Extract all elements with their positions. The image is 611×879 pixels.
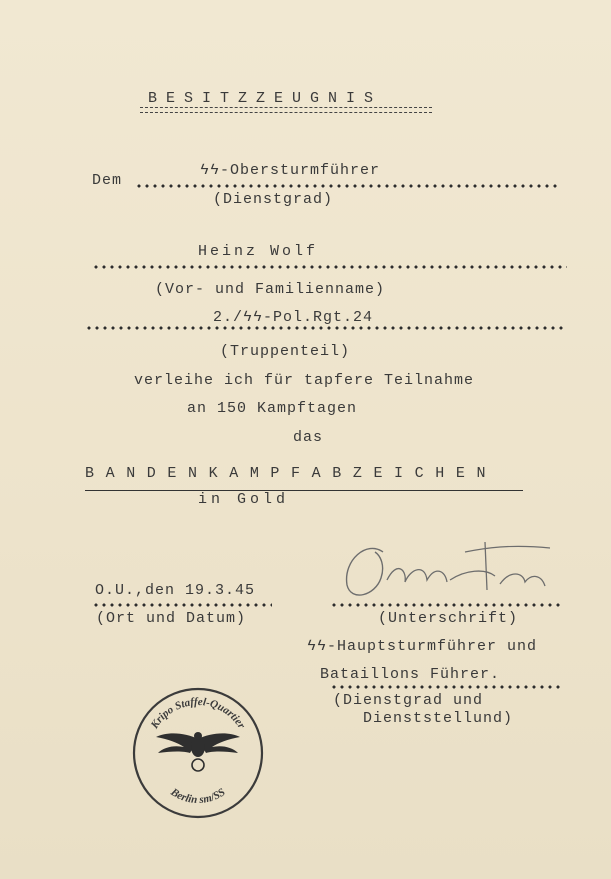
place-date-value: O.U.,den 19.3.45 (95, 582, 256, 599)
unit-caption: (Truppenteil) (220, 343, 351, 360)
certificate-title: B E S I T Z Z E U G N I S (148, 90, 374, 107)
handwritten-signature (335, 530, 560, 610)
name-caption: (Vor- und Familienname) (155, 281, 386, 298)
recipient-prefix: Dem (92, 172, 123, 189)
place-date-dotted-line (92, 603, 272, 607)
body-line-1: verleihe ich für tapfere Teilnahme (134, 372, 475, 389)
body-line-3: das (293, 429, 324, 446)
signer-dotted-line (330, 685, 560, 689)
award-name: B A N D E N K A M P F A B Z E I C H E N (85, 465, 487, 482)
signer-caption-2: Dienststellund) (363, 710, 514, 727)
signer-role: Bataillons Führer. (320, 666, 501, 683)
signature-caption: (Unterschrift) (378, 610, 519, 627)
award-rule (85, 490, 523, 491)
body-line-2: an 150 Kampftagen (187, 400, 358, 417)
title-double-underline (140, 107, 432, 113)
rank-value: ϟϟ-Obersturmführer (200, 162, 381, 179)
eagle-emblem-icon (156, 732, 240, 771)
signature-dotted-line (330, 603, 560, 607)
stamp-bottom-text: Berlin sm/SS (168, 786, 228, 807)
stamp-top-text: Kripo Staffel-Quartier (148, 695, 248, 731)
signer-caption-1: (Dienstgrad und (333, 692, 484, 709)
signer-rank: ϟϟ-Hauptsturmführer und (307, 638, 538, 655)
official-stamp (128, 683, 268, 823)
place-date-caption: (Ort und Datum) (96, 610, 247, 627)
rank-dotted-line (135, 184, 560, 188)
unit-value: 2./ϟϟ-Pol.Rgt.24 (213, 309, 374, 326)
name-dotted-line (92, 265, 567, 269)
unit-dotted-line (85, 326, 565, 330)
name-value: Heinz Wolf (198, 243, 319, 260)
rank-caption: (Dienstgrad) (213, 191, 334, 208)
award-grade: in Gold (198, 491, 290, 508)
